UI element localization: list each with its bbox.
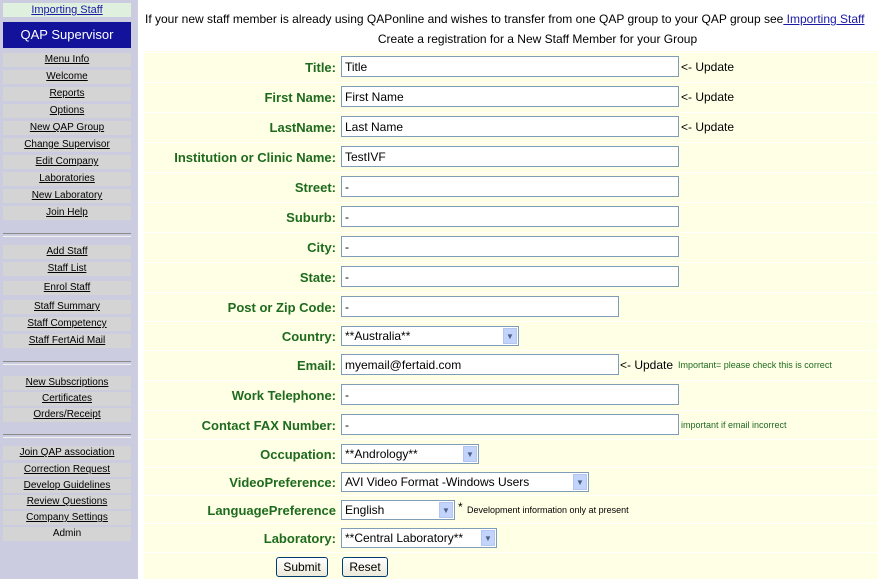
sidebar-item-enrol-staff[interactable]: Enrol Staff <box>3 281 131 295</box>
sidebar-item-edit-company[interactable]: Edit Company <box>3 155 131 169</box>
sidebar-item-admin[interactable]: Admin <box>3 527 131 541</box>
reset-button[interactable]: Reset <box>342 557 388 577</box>
intro-message: If your new staff member is already using QAPonline and wishes to transfer from one QAP group to your QAP group see <box>145 12 784 26</box>
email-label: Email: <box>296 357 336 373</box>
sidebar-item-new-subscriptions[interactable]: New Subscriptions <box>3 376 131 390</box>
state-input[interactable]: - <box>341 266 679 287</box>
sidebar-item-certificates[interactable]: Certificates <box>3 392 131 406</box>
street-input[interactable]: - <box>341 176 679 197</box>
sidebar-item-options[interactable]: Options <box>3 104 131 118</box>
last-name-input[interactable]: Last Name <box>341 116 679 137</box>
sidebar-item-new-laboratory[interactable]: New Laboratory <box>3 189 131 203</box>
postcode-label: Post or Zip Code: <box>227 299 336 315</box>
city-label: City: <box>307 239 336 255</box>
sidebar-item-staff-summary[interactable]: Staff Summary <box>3 300 131 314</box>
form-row-last-name <box>144 112 878 141</box>
last-name-update-hint: <- Update <box>681 120 735 134</box>
title-label: Title: <box>305 59 336 75</box>
sidebar-item-reports[interactable]: Reports <box>3 87 131 101</box>
form-row-work-telephone <box>144 380 878 409</box>
sidebar-item-correction-request[interactable]: Correction Request <box>3 463 131 477</box>
form-row-laboratory <box>144 523 878 552</box>
sidebar-brand: QAP Supervisor <box>3 22 131 48</box>
fax-label: Contact FAX Number: <box>201 417 336 433</box>
submit-button[interactable]: Submit <box>276 557 328 577</box>
language-preference-label: LanguagePreference <box>207 502 336 518</box>
form-row-city <box>144 232 878 261</box>
first-name-update-hint: <- Update <box>681 90 735 104</box>
form-row-country <box>144 321 878 350</box>
form-row-first-name <box>144 82 878 111</box>
intro-text <box>145 12 878 26</box>
chevron-down-icon[interactable]: ▼ <box>503 328 517 344</box>
work-telephone-input[interactable]: - <box>341 384 679 405</box>
sidebar-item-welcome[interactable]: Welcome <box>3 70 131 84</box>
email-update-hint: <- Update <box>620 358 674 372</box>
country-select-value: **Australia** <box>345 329 411 343</box>
title-update-hint: <- Update <box>681 60 735 74</box>
language-development-note: Development information only at present <box>467 505 629 515</box>
sidebar-item-laboratories[interactable]: Laboratories <box>3 172 131 186</box>
first-name-label: First Name: <box>264 89 336 105</box>
occupation-label: Occupation: <box>260 446 336 462</box>
work-telephone-label: Work Telephone: <box>231 387 336 403</box>
title-input[interactable]: Title <box>341 56 679 77</box>
postcode-input[interactable]: - <box>341 296 619 317</box>
sidebar-item-menu-info[interactable]: Menu Info <box>3 53 131 67</box>
sidebar-separator <box>3 434 131 438</box>
chevron-down-icon[interactable]: ▼ <box>439 502 453 518</box>
fax-important-note: important if email incorrect <box>681 420 787 430</box>
last-name-label: LastName: <box>269 119 336 135</box>
institution-label: Institution or Clinic Name: <box>174 149 336 165</box>
laboratory-label: Laboratory: <box>263 530 336 546</box>
fax-input[interactable]: - <box>341 414 679 435</box>
street-label: Street: <box>294 179 336 195</box>
form-row-occupation <box>144 439 878 468</box>
form-row-state <box>144 262 878 291</box>
form-row-title <box>144 52 878 81</box>
video-preference-select-value: AVI Video Format -Windows Users <box>345 475 530 489</box>
sidebar-item-new-qap-group[interactable]: New QAP Group <box>3 121 131 135</box>
sidebar-importing-staff-link[interactable]: Importing Staff <box>3 3 131 17</box>
email-input[interactable]: myemail@fertaid.com <box>341 354 619 375</box>
sidebar-item-staff-fertaid-mail[interactable]: Staff FertAid Mail <box>3 334 131 348</box>
sidebar-item-add-staff[interactable]: Add Staff <box>3 245 131 259</box>
state-label: State: <box>299 269 336 285</box>
language-preference-select[interactable] <box>341 500 455 520</box>
video-preference-select[interactable] <box>341 472 589 492</box>
form-row-actions <box>144 552 878 581</box>
occupation-select-value: **Andrology** <box>345 447 418 461</box>
occupation-select[interactable] <box>341 444 479 464</box>
language-preference-select-value: English <box>345 503 385 517</box>
sidebar <box>0 0 138 579</box>
sidebar-item-change-supervisor[interactable]: Change Supervisor <box>3 138 131 152</box>
form-row-postcode <box>144 292 878 321</box>
importing-staff-link[interactable]: Importing Staff <box>783 12 865 26</box>
chevron-down-icon[interactable]: ▼ <box>481 530 495 546</box>
sidebar-item-join-qap-association[interactable]: Join QAP association <box>3 446 131 460</box>
sidebar-item-staff-list[interactable]: Staff List <box>3 262 131 276</box>
sidebar-item-staff-competency[interactable]: Staff Competency <box>3 317 131 331</box>
chevron-down-icon[interactable]: ▼ <box>573 474 587 490</box>
language-asterisk: * <box>458 500 463 514</box>
sidebar-separator <box>3 233 131 237</box>
chevron-down-icon[interactable]: ▼ <box>463 446 477 462</box>
sidebar-item-company-settings[interactable]: Company Settings <box>3 511 131 525</box>
form-row-video-preference <box>144 467 878 496</box>
form-row-fax <box>144 410 878 439</box>
institution-input[interactable]: TestIVF <box>341 146 679 167</box>
form-row-street <box>144 172 878 201</box>
first-name-input[interactable]: First Name <box>341 86 679 107</box>
form-row-institution <box>144 142 878 171</box>
sidebar-item-review-questions[interactable]: Review Questions <box>3 495 131 509</box>
sidebar-item-join-help[interactable]: Join Help <box>3 206 131 220</box>
city-input[interactable]: - <box>341 236 679 257</box>
form-row-suburb <box>144 202 878 231</box>
form-row-language-preference <box>144 495 878 524</box>
sidebar-item-orders-receipt[interactable]: Orders/Receipt <box>3 408 131 422</box>
video-preference-label: VideoPreference: <box>229 474 336 490</box>
suburb-label: Suburb: <box>286 209 336 225</box>
country-label: Country: <box>281 328 336 344</box>
country-select[interactable] <box>341 326 519 346</box>
email-important-note: Important= please check this is correct <box>678 360 832 370</box>
form-row-email <box>144 350 878 379</box>
laboratory-select[interactable] <box>341 528 497 548</box>
suburb-input[interactable]: - <box>341 206 679 227</box>
sidebar-item-develop-guidelines[interactable]: Develop Guidelines <box>3 479 131 493</box>
sidebar-separator <box>3 361 131 365</box>
page-subtitle: Create a registration for a New Staff Member for your Group <box>377 32 698 46</box>
laboratory-select-value: **Central Laboratory** <box>345 531 464 545</box>
